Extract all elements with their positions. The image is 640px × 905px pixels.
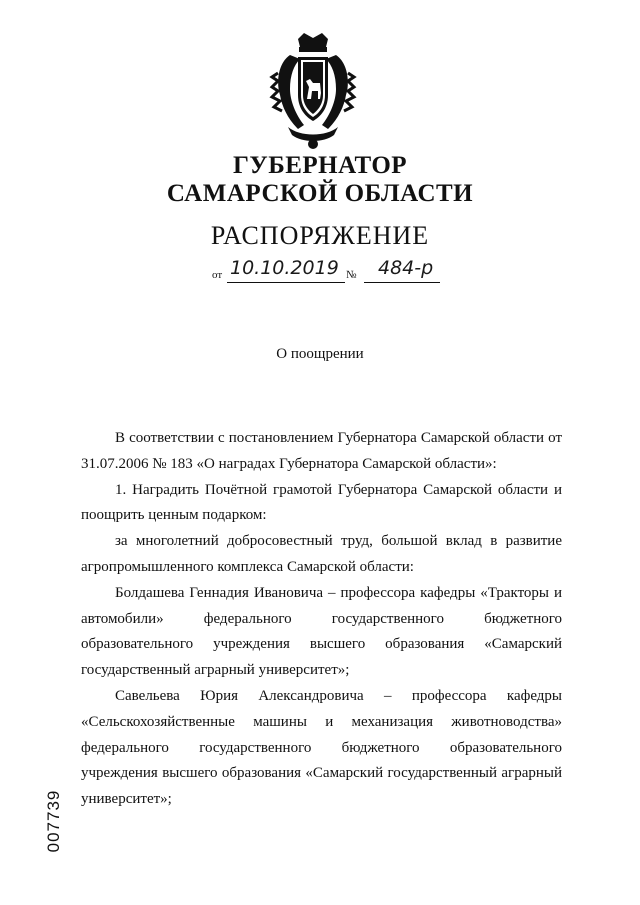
number-underline	[364, 282, 440, 283]
margin-serial-stamp	[44, 776, 64, 866]
body-paragraph: В соответствии с постановлением Губернатора Самарской области от 31.07.2006 № 183 «О наградах Губернатора Самарской области»:	[81, 430, 562, 472]
document-subject: О поощрении	[276, 346, 364, 362]
issuer-title-line1: ГУБЕРНАТОР	[232, 152, 408, 179]
margin-serial-number: 007739	[44, 789, 63, 853]
body-paragraph: Савельева Юрия Александровича – профессора кафедры «Сельскохозяйственные машины и механизация животноводства» федерального государственного бюджетного образовательного учреждения высшего образования «Самарский государственный аграрный университет»;	[81, 687, 562, 808]
issuer-title-line2: САМАРСКОЙ ОБЛАСТИ	[166, 180, 474, 207]
coat-of-arms-emblem	[268, 33, 358, 151]
number-label: №	[346, 269, 357, 281]
date-underline	[227, 282, 345, 283]
document-type: РАСПОРЯЖЕНИЕ	[210, 221, 430, 250]
document-body	[81, 426, 562, 813]
date-number-line	[212, 257, 452, 287]
handwritten-number: 484-р	[378, 257, 434, 279]
body-paragraph: 1. Наградить Почётной грамотой Губернатора Самарской области и поощрить ценным подарком:	[81, 481, 562, 524]
body-paragraph: Болдашева Геннадия Ивановича – профессора кафедры «Тракторы и автомобили» федерального государственного бюджетного образовательного учреждения высшего образования «Самарский государственный аграрный университет»;	[81, 584, 562, 679]
body-paragraph: за многолетний добросовестный труд, большой вклад в развитие агропромышленного комплекса Самарской области:	[81, 533, 562, 575]
handwritten-date: 10.10.2019	[230, 257, 339, 279]
date-from-label: от	[212, 269, 223, 281]
